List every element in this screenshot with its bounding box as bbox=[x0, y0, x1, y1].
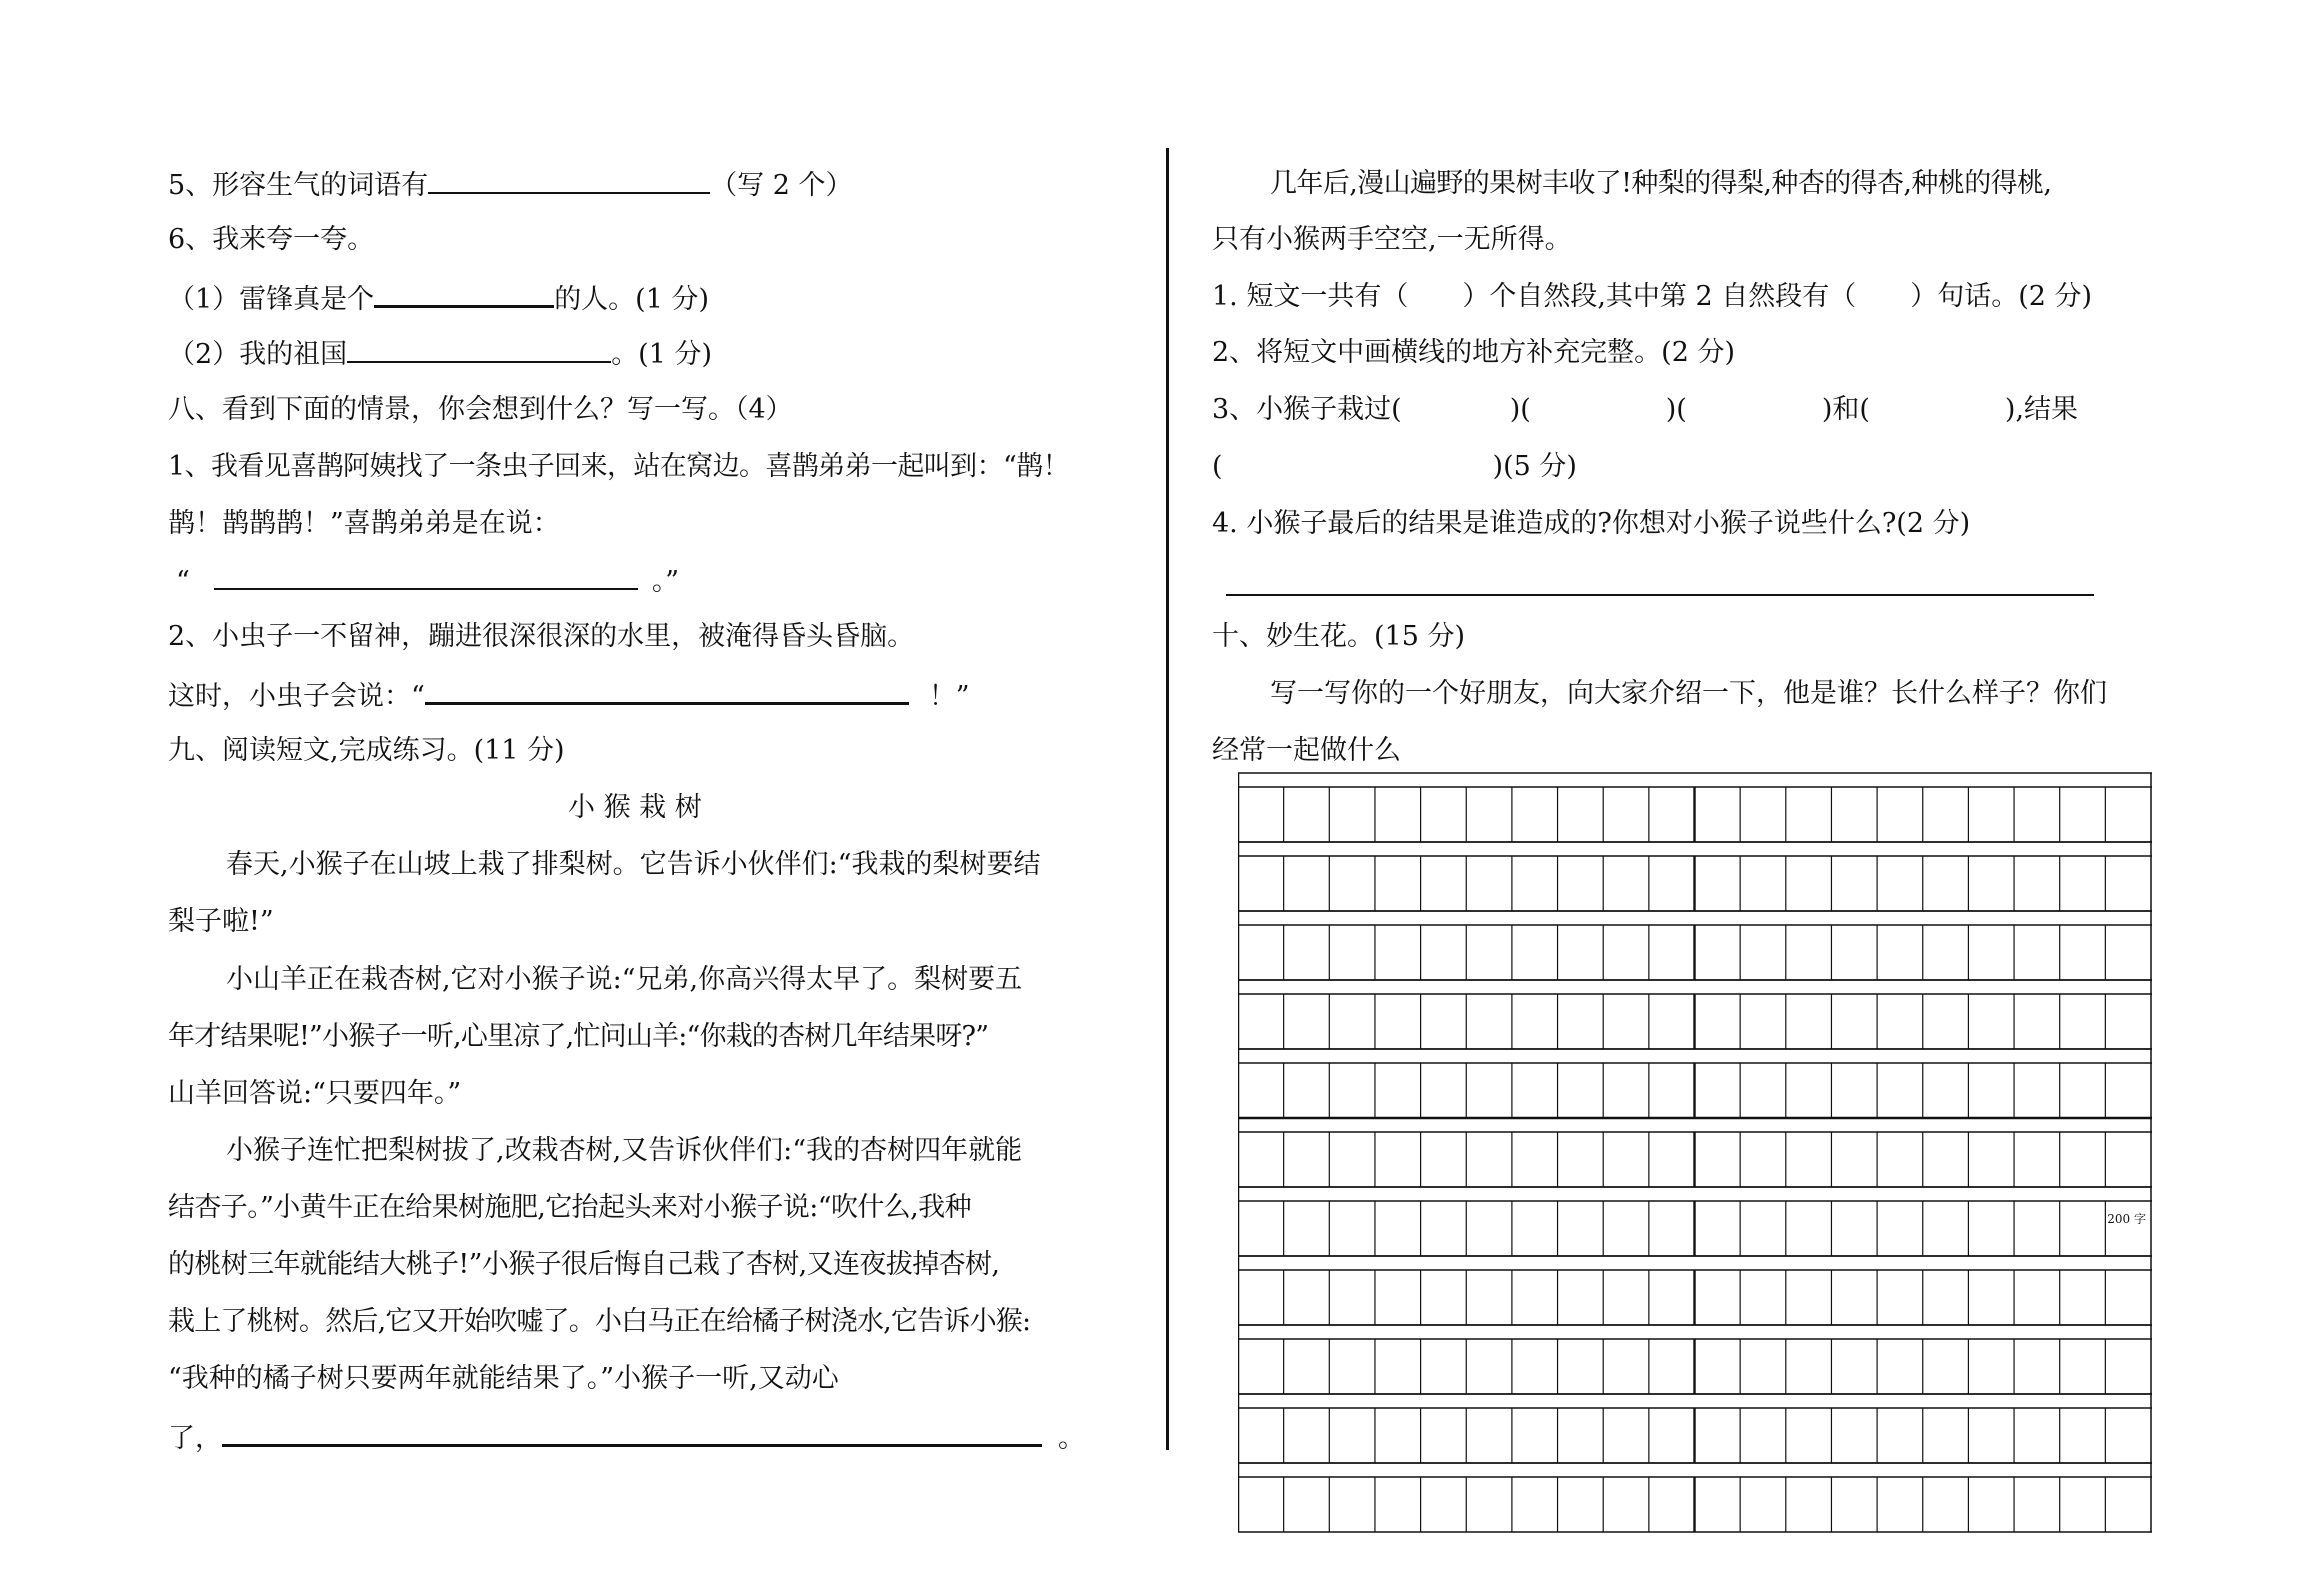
reading-q3-line-2: ( )(5 分) bbox=[1212, 451, 1577, 482]
q5-line: 5、形容生气的词语有 （写 2 个） bbox=[168, 166, 853, 204]
q6a-answer-blank[interactable] bbox=[374, 279, 554, 308]
s10-prompt-line-1: 写一写你的一个好朋友，向大家介绍一下，他是谁？长什么样子？你们 bbox=[1270, 678, 2107, 709]
story-p4-line-1: 几年后,漫山遍野的果树丰收了!种梨的得梨,种杏的得杏,种桃的得桃, bbox=[1270, 168, 2052, 199]
composition-grid-lines bbox=[1238, 772, 2152, 1560]
s8-q1-line-2: 鹊！鹊鹊鹊！”喜鹊弟弟是在说： bbox=[168, 508, 560, 539]
story-p4-line-2: 只有小猴两手空空,一无所得。 bbox=[1212, 224, 1572, 255]
story-p2-line-1: 小山羊正在栽杏树,它对小猴子说:“兄弟,你高兴得太早了。梨树要五 bbox=[226, 964, 1023, 995]
q6a-line: （1）雷锋真是个 的人。(1 分) bbox=[168, 279, 709, 318]
reading-q2: 2、将短文中画横线的地方补充完整。(2 分) bbox=[1212, 337, 1736, 368]
s8-q2-answer-line: 这时，小虫子会说：“ ！” bbox=[168, 676, 970, 715]
q6-heading: 6、我来夸一夸。 bbox=[168, 224, 375, 255]
q6b-line: （2）我的祖国 。(1 分) bbox=[168, 335, 712, 373]
story-p3-answer-blank[interactable] bbox=[222, 1418, 1042, 1447]
s8-q2-line-1: 2、小虫子一不留神，蹦进很深很深的水里，被淹得昏头昏脑。 bbox=[168, 621, 915, 652]
composition-grid[interactable] bbox=[1238, 772, 2152, 1560]
q5-answer-blank[interactable] bbox=[428, 166, 710, 194]
story-p1-line-1: 春天,小猴子在山坡上栽了排梨树。它告诉小伙伴们:“我栽的梨树要结 bbox=[226, 849, 1041, 880]
story-p3-line-5: “我种的橘子树只要两年就能结果了。”小猴子一听,又动心 bbox=[168, 1363, 839, 1394]
column-divider bbox=[1166, 148, 1169, 1450]
story-p3-line-4: 栽上了桃树。然后,它又开始吹嘘了。小白马正在给橘子树浇水,它告诉小猴: bbox=[168, 1306, 1031, 1337]
q6b-answer-blank[interactable] bbox=[347, 335, 611, 363]
story-p2-line-2: 年才结果呢!”小猴子一听,心里凉了,忙问山羊:“你栽的杏树几年结果呀?” bbox=[168, 1021, 989, 1052]
section-9-heading: 九、阅读短文,完成练习。(11 分) bbox=[168, 735, 565, 766]
s8-q2-answer-blank[interactable] bbox=[425, 676, 909, 705]
reading-q3-line-1: 3、小猴子栽过( )( )( )和( ),结果 bbox=[1212, 394, 2079, 425]
s8-q1-line-1: 1、我看见喜鹊阿姨找了一条虫子回来，站在窝边。喜鹊弟弟一起叫到：“鹊！ bbox=[168, 451, 1069, 482]
story-p3-line-1: 小猴子连忙把梨树拔了,改栽杏树,又告诉伙伴们:“我的杏树四年就能 bbox=[226, 1135, 1023, 1166]
story-p3-answer-line: 了， 。 bbox=[168, 1418, 1085, 1457]
section-8-heading: 八、看到下面的情景，你会想到什么？写一写。（4） bbox=[168, 394, 793, 425]
grid-word-count-note: 200 字 bbox=[2107, 1212, 2146, 1226]
reading-q4-answer-line[interactable] bbox=[1226, 594, 2094, 596]
story-p3-line-2: 结杏子。”小黄牛正在给果树施肥,它抬起头来对小猴子说:“吹什么,我种 bbox=[168, 1192, 971, 1223]
reading-q1: 1. 短文一共有（ ）个自然段,其中第 2 自然段有（ ）句话。(2 分) bbox=[1212, 281, 2093, 312]
s8-q1-answer-line: “ 。” bbox=[176, 562, 679, 600]
reading-q4: 4. 小猴子最后的结果是谁造成的?你想对小猴子说些什么?(2 分) bbox=[1212, 508, 1971, 539]
story-title: 小 猴 栽 树 bbox=[568, 792, 702, 823]
story-p1-line-2: 梨子啦!” bbox=[168, 906, 274, 937]
story-p3-line-3: 的桃树三年就能结大桃子!”小猴子很后悔自己栽了杏树,又连夜拔掉杏树, bbox=[168, 1249, 1000, 1280]
s8-q1-answer-blank[interactable] bbox=[214, 562, 638, 590]
section-10-heading: 十、妙生花。(15 分) bbox=[1212, 621, 1466, 652]
s10-prompt-line-2: 经常一起做什么 bbox=[1212, 735, 1401, 766]
story-p2-line-3: 山羊回答说:“只要四年。” bbox=[168, 1078, 462, 1109]
